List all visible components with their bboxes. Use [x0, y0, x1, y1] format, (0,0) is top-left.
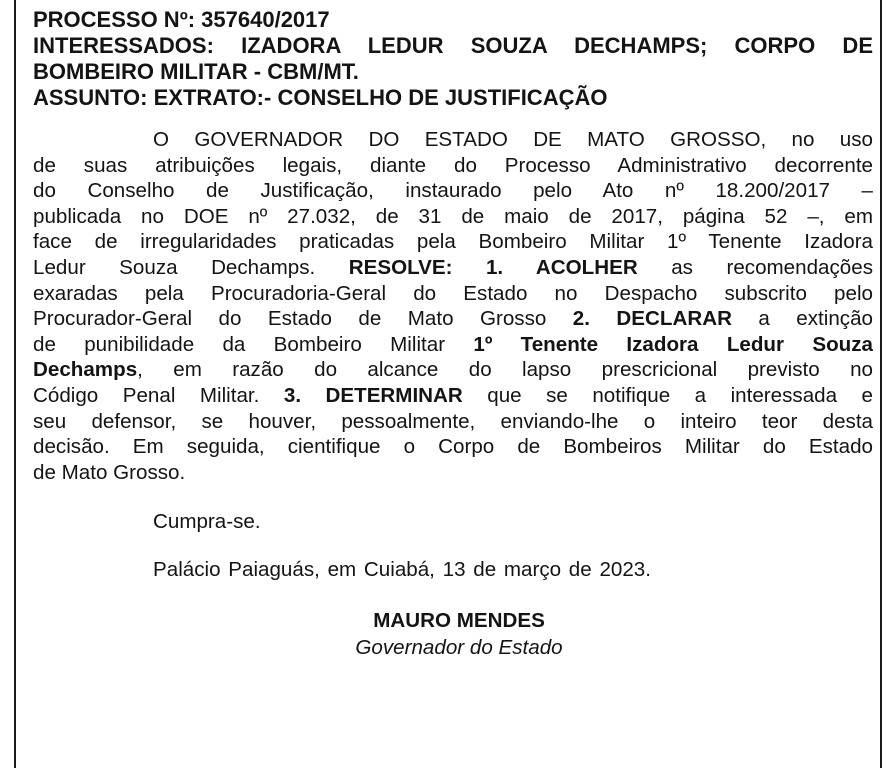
body-text: que se notifique a interessada e: [462, 383, 873, 407]
right-border-line: [880, 0, 882, 768]
body-line: [33, 255, 873, 281]
process-number: PROCESSO Nº: 357640/2017: [33, 7, 330, 32]
body-paragraph: [33, 127, 873, 485]
body-line: [33, 332, 873, 358]
subject: ASSUNTO: EXTRATO:- CONSELHO DE JUSTIFICAÇÃO: [33, 85, 608, 110]
cumpra-se: Cumpra-se.: [153, 510, 261, 534]
document: [33, 7, 873, 661]
declare-heading: 2. DECLARAR: [572, 307, 732, 331]
determine-heading: 3. DETERMINAR: [283, 383, 463, 407]
body-text: Procurador-Geral do Estado de Mato Grosso: [33, 307, 573, 331]
header-block: [33, 7, 873, 111]
place-and-date: Palácio Paiaguás, em Cuiabá, 13 de março de 2023.: [153, 558, 651, 582]
body-text: , em razão do alcance do lapso prescricional previsto no: [137, 358, 873, 382]
body-line: de suas atribuições legais, diante do Processo Administrativo decorrente: [33, 153, 873, 177]
body-line: [33, 306, 873, 332]
body-line: [33, 357, 873, 383]
body-text: as recomendações: [637, 255, 873, 279]
body-line: publicada no DOE nº 27.032, de 31 de maio de 2017, página 52 –, em: [33, 204, 873, 228]
body-line: seu defensor, se houver, pessoalmente, enviando-lhe o inteiro teor desta: [33, 409, 873, 433]
body-text: Código Penal Militar.: [33, 383, 284, 407]
interested-parties-line1: INTERESSADOS: IZADORA LEDUR SOUZA DECHAMPS; CORPO DE: [33, 33, 873, 58]
body-text: a extinção: [731, 307, 873, 331]
body-line: [33, 383, 873, 409]
resolve-heading: RESOLVE: 1. ACOLHER: [348, 255, 638, 279]
interested-parties-line2: BOMBEIRO MILITAR - CBM/MT.: [33, 59, 359, 84]
body-line: face de irregularidades praticadas pela Bombeiro Militar 1º Tenente Izadora: [33, 230, 873, 254]
body-line: exaradas pela Procuradoria-Geral do Estado no Despacho subscrito pelo: [33, 281, 873, 305]
officer-name-part2: Dechamps: [33, 358, 138, 382]
signatory-name: MAURO MENDES: [373, 609, 545, 633]
body-line: de Mato Grosso.: [33, 460, 186, 484]
signature-block: [33, 607, 873, 661]
left-border-line: [14, 0, 16, 768]
body-line: O GOVERNADOR DO ESTADO DE MATO GROSSO, no uso: [153, 128, 873, 151]
officer-name-part1: 1º Tenente Izadora Ledur Souza: [473, 332, 873, 356]
body-line: do Conselho de Justificação, instaurado pelo Ato nº 18.200/2017 –: [33, 179, 873, 203]
body-line: decisão. Em seguida, cientifique o Corpo de Bombeiros Militar do Estado: [33, 435, 873, 459]
body-text: Ledur Souza Dechamps.: [33, 255, 349, 279]
signatory-role: Governador do Estado: [355, 636, 563, 660]
body-text: de punibilidade da Bombeiro Militar: [33, 332, 474, 356]
